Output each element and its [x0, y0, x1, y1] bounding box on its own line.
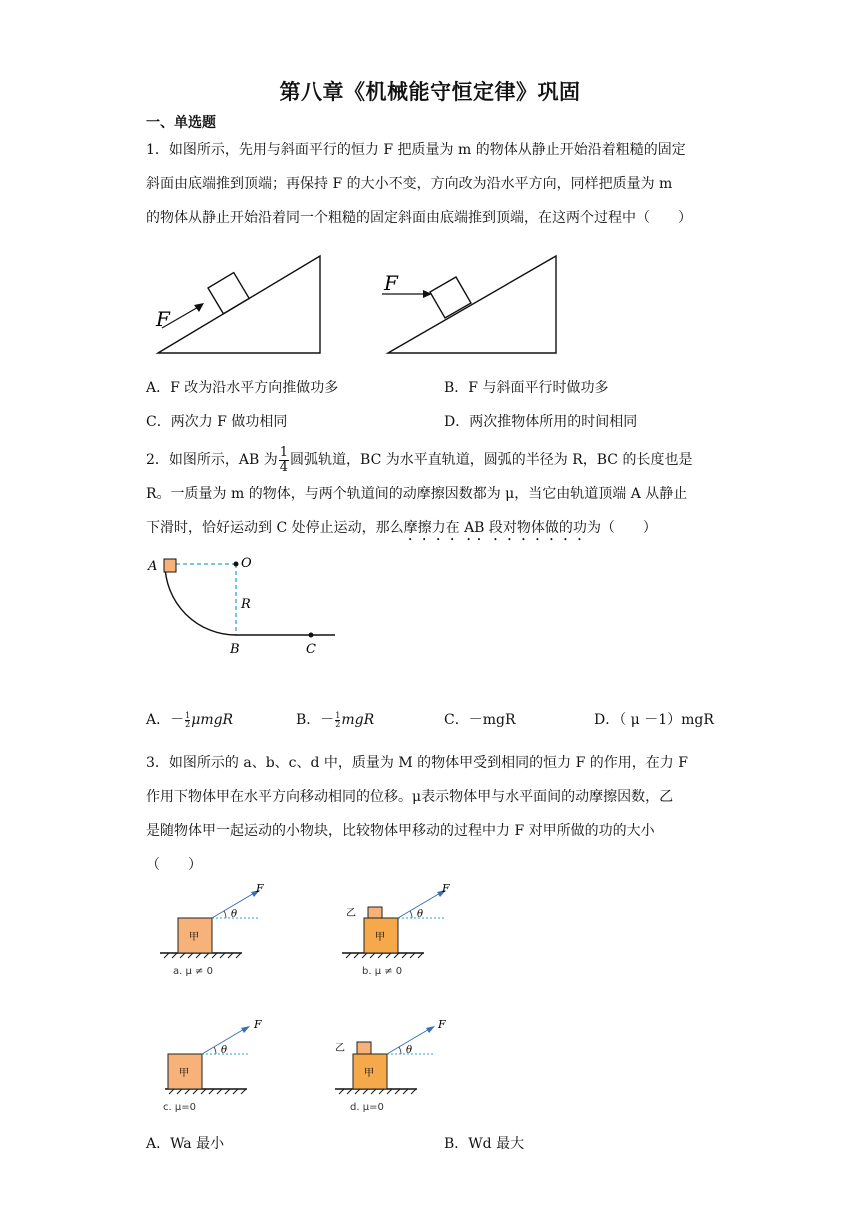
q2-option-b[interactable]: [296, 709, 374, 729]
point-o: [234, 562, 239, 567]
q3-figure-b: [342, 880, 462, 980]
question-1-text: [146, 133, 718, 235]
half-numerator: 1: [335, 710, 341, 720]
fraction-numerator: 1: [279, 444, 289, 460]
q1-line-3: 的物体从静止开始沿着同一个粗糙的固定斜面由底端推到顶端，在这两个过程中（ ）: [146, 210, 692, 226]
fraction-denominator: 4: [279, 459, 289, 475]
force-label: F: [442, 882, 450, 895]
q2-line-1: [146, 443, 718, 477]
block-jia-label: 甲: [364, 1068, 374, 1079]
ground-hatch: [169, 1089, 246, 1094]
angle-arc: [214, 1047, 216, 1054]
ground-hatch: [164, 953, 241, 958]
block-yi: [368, 907, 382, 918]
q2-option-a[interactable]: [146, 709, 233, 729]
half-fraction: [185, 712, 190, 729]
ground-hatch: [339, 1089, 416, 1094]
incline-triangle: [388, 256, 556, 353]
block-jia-label: 甲: [189, 932, 199, 943]
q1-line-2: 斜面由底端推到顶端；再保持 F 的大小不变，方向改为沿水平方向，同样把质量为 m: [146, 176, 673, 192]
block-jia-label: 甲: [179, 1068, 189, 1079]
q2-line-3-start: 下滑时，恰好运动到 C 处停止运动，那么: [146, 520, 404, 536]
q3-figure-d: [333, 1016, 453, 1116]
q2-figure-arc-track: [140, 550, 350, 660]
caption-b: b. μ ≠ 0: [362, 966, 403, 977]
q1-figure-parallel-force: [150, 250, 330, 360]
q2-line-3-end: 为（ ）: [586, 520, 657, 536]
small-block: [164, 559, 176, 572]
q1-figure-horizontal-force: [380, 250, 560, 360]
block-yi: [357, 1042, 371, 1054]
q2-option-d[interactable]: D．（ μ －1）mgR: [594, 712, 714, 728]
force-label: F: [384, 271, 398, 295]
ground-hatch: [346, 953, 423, 958]
label-b: B: [230, 642, 240, 657]
point-c: [309, 633, 314, 638]
angle-arc: [399, 1047, 401, 1054]
force-label: F: [254, 1018, 262, 1031]
force-label: F: [256, 882, 264, 895]
force-label: F: [156, 307, 170, 331]
q3-figure-c: [160, 1016, 270, 1116]
block-on-incline: [430, 277, 471, 318]
block-jia-label: 甲: [375, 932, 385, 943]
question-3-text: [146, 746, 718, 882]
q3-figure-a: [160, 880, 270, 980]
block-on-incline: [208, 273, 249, 314]
caption-c: c. μ=0: [163, 1102, 196, 1113]
angle-label: θ: [417, 909, 424, 920]
half-denominator: 2: [185, 719, 191, 729]
option-b-expression: mgR: [341, 712, 375, 728]
q3-line-4: （ ）: [146, 857, 202, 873]
q3-line-2: 作用下物体甲在水平方向移动相同的位移。μ表示物体甲与水平面间的动摩擦因数，乙: [146, 789, 674, 805]
block-yi-label: 乙: [346, 908, 356, 919]
label-a: A: [148, 559, 158, 574]
q3-option-b[interactable]: B．Wd 最大: [444, 1136, 525, 1152]
q1-option-a[interactable]: A．F 改为沿水平方向推做功多: [146, 380, 339, 396]
q3-option-a[interactable]: A．Wa 最小: [146, 1136, 225, 1152]
option-a-expression: μmgR: [191, 712, 234, 728]
option-b-prefix: B．－: [296, 712, 335, 728]
question-2-text: [146, 443, 718, 545]
angle-label: θ: [221, 1045, 228, 1056]
q2-line-2: R。一质量为 m 的物体，与两个轨道间的动摩擦因数都为 μ，当它由轨道顶端 A 从静止: [146, 486, 688, 502]
q1-option-c[interactable]: C．两次力 F 做功相同: [146, 414, 288, 430]
angle-label: θ: [231, 909, 238, 920]
label-r: R: [241, 597, 251, 612]
half-denominator: 2: [335, 719, 341, 729]
arrow-head: [241, 1026, 250, 1033]
angle-arc: [410, 911, 412, 918]
q2-line-1-start: 2．如图所示，AB 为: [146, 452, 278, 468]
label-o: O: [241, 556, 252, 571]
q3-line-3: 是随物体甲一起运动的小物块，比较物体甲移动的过程中力 F 对甲所做的功的大小: [146, 823, 655, 839]
page-title: 第八章《机械能守恒定律》巩固: [279, 80, 581, 104]
block-yi-label: 乙: [335, 1043, 345, 1054]
half-fraction: [335, 712, 340, 729]
caption-a: a. μ ≠ 0: [173, 966, 213, 977]
option-a-prefix: A．－: [146, 712, 185, 728]
q2-line-1-end: 圆弧轨道，BC 为水平直轨道，圆弧的半径为 R，BC 的长度也是: [290, 452, 693, 468]
q2-line-3: [146, 511, 718, 545]
arrow-head: [194, 303, 204, 312]
emphasized-phrase: 摩擦力在 AB 段对物体做的功: [403, 520, 587, 536]
q1-option-d[interactable]: D．两次推物体所用的时间相同: [444, 414, 638, 430]
force-label: F: [438, 1018, 446, 1031]
q1-line-1: 1．如图所示，先用与斜面平行的恒力 F 把质量为 m 的物体从静止开始沿着粗糙的固定: [146, 142, 686, 158]
quarter-fraction: [279, 446, 289, 475]
angle-label: θ: [406, 1045, 413, 1056]
arrow-head: [426, 1026, 435, 1033]
half-numerator: 1: [185, 710, 191, 720]
q3-line-1: 3．如图所示的 a、b、c、d 中，质量为 M 的物体甲受到相同的恒力 F 的作用，在力 F: [146, 755, 688, 771]
angle-arc: [224, 911, 226, 918]
q1-option-b[interactable]: B．F 与斜面平行时做功多: [444, 380, 609, 396]
section-heading: 一、单选题: [146, 115, 216, 131]
quarter-arc: [165, 564, 236, 635]
q2-option-c[interactable]: C．－mgR: [444, 712, 516, 728]
caption-d: d. μ=0: [350, 1102, 384, 1113]
label-c: C: [306, 642, 316, 657]
